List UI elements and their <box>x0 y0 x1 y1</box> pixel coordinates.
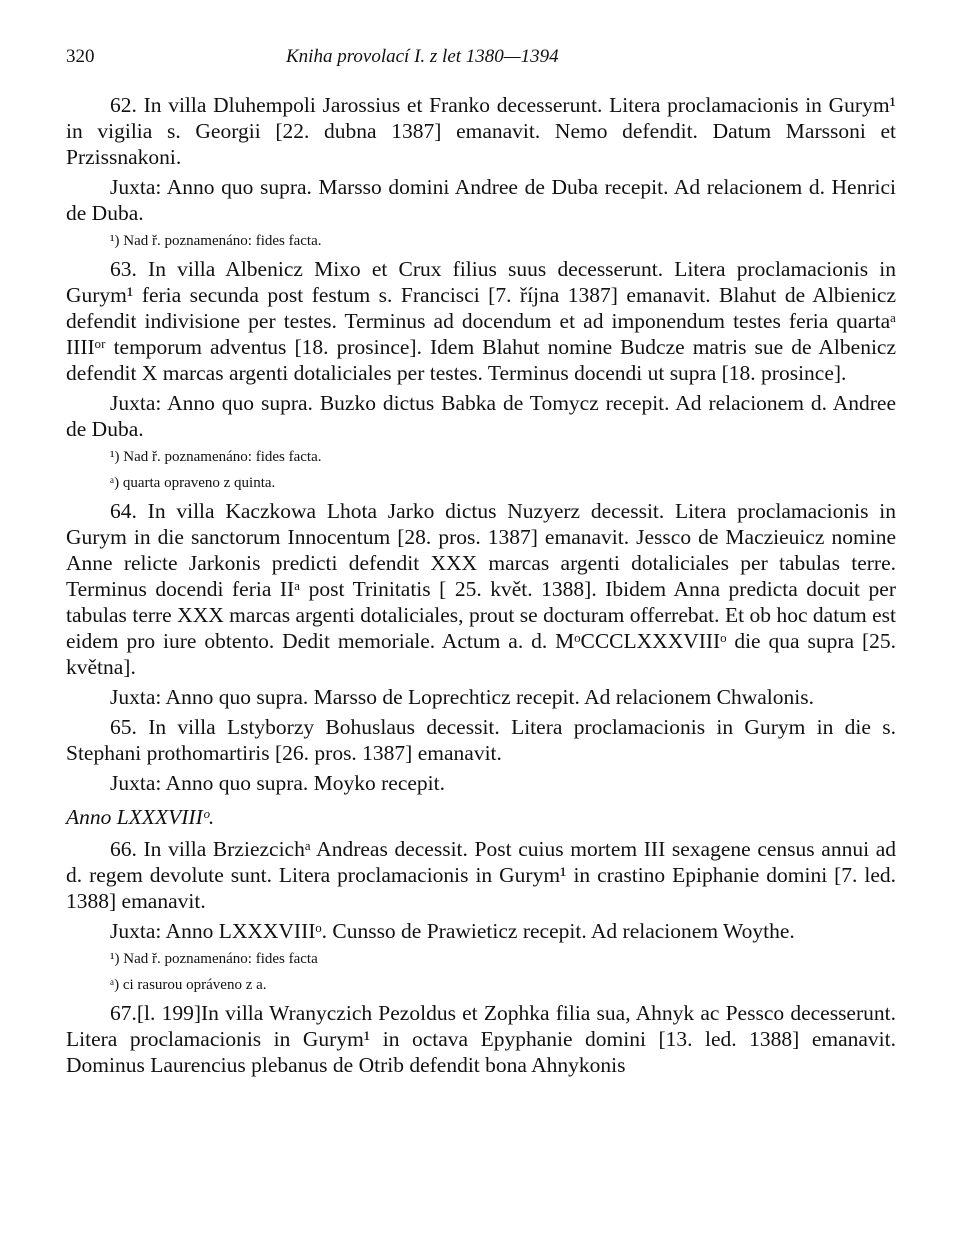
juxta-65: Juxta: Anno quo supra. Moyko recepit. <box>110 771 445 795</box>
document-body <box>66 92 896 1082</box>
footnote-66-1: ¹) Nad ř. poznamenáno: fides facta <box>110 951 318 967</box>
juxta-64: Juxta: Anno quo supra. Marsso de Loprechticz recepit. Ad relacionem Chwalonis. <box>110 685 814 709</box>
juxta-66: Juxta: Anno LXXXVIIIᵒ. Cunsso de Prawieticz recepit. Ad relacionem Woythe. <box>110 919 795 943</box>
page-number: 320 <box>66 46 95 67</box>
entry-63: 63. In villa Albenicz Mixo et Crux filius suus decesserunt. Litera proclamacionis in Gurym¹ feria secunda post festum s. Francisci [7. října 1387] emanavit. Blahut de Albienicz defendit indivisione per testes. Terminus ad docendum et ad imponendum testes feria quartaᵃ IIIIᵒʳ temporum adventus [18. prosince]. Idem Blahut nomine Budcze matris sue de Albenicz defendit X marcas argenti dotaliciales per testes. Terminus docendi ut supra [18. prosince]. <box>66 257 896 385</box>
footnote-66-a: ᵃ) ci rasurou opráveno z a. <box>110 977 267 993</box>
juxta-62: Juxta: Anno quo supra. Marsso domini Andree de Duba recepit. Ad relacionem d. Henrici de Duba. <box>66 175 896 225</box>
footnote-63-1: ¹) Nad ř. poznamenáno: fides facta. <box>110 449 322 465</box>
section-heading-anno: Anno LXXXVIIIᵒ. <box>66 805 215 829</box>
entry-64: 64. In villa Kaczkowa Lhota Jarko dictus Nuzyerz decessit. Litera proclamacionis in Gurym in die sanctorum Innocentum [28. pros. 1387] emanavit. Jessco de Maczieuicz nomine Anne relicte Jarkonis predicti defendit XXX marcas argenti dotaliciales per tabulas terre. Terminus docendi feria IIᵃ post Trinitatis [ 25. květ. 1388]. Ibidem Anna predicta docuit per tabulas terre XXX marcas argenti dotaliciales, prout se docturam offerrebat. Et ob hoc datum est eidem pro iure obtento. Dedit memoriale. Actum a. d. MᵒCCCLXXXVIIIᵒ die qua supra [25. května]. <box>66 499 896 679</box>
running-title: Kniha provolací I. z let 1380—1394 <box>286 46 559 67</box>
page-header <box>66 46 896 76</box>
juxta-63: Juxta: Anno quo supra. Buzko dictus Babka de Tomycz recepit. Ad relacionem d. Andree de Duba. <box>66 391 896 441</box>
entry-62: 62. In villa Dluhempoli Jarossius et Franko decesserunt. Litera proclamacionis in Gurym¹ in vigilia s. Georgii [22. dubna 1387] emanavit. Nemo defendit. Datum Marssoni et Przissnakoni. <box>66 93 896 169</box>
footnote-63-a: ᵃ) quarta opraveno z quinta. <box>110 475 276 491</box>
entry-65: 65. In villa Lstyborzy Bohuslaus decessit. Litera proclamacionis in Gurym in die s. Stephani prothomartiris [26. pros. 1387] emanavit. <box>66 715 896 765</box>
entry-66: 66. In villa Brziezcichᵃ Andreas decessit. Post cuius mortem III sexagene census annui ad d. regem devolute sunt. Litera proclamacionis in Gurym¹ in crastino Epiphanie domini [7. led. 1388] emanavit. <box>66 837 896 913</box>
footnote-62-1: ¹) Nad ř. poznamenáno: fides facta. <box>110 233 322 249</box>
entry-67: 67.[l. 199]In villa Wranyczich Pezoldus et Zophka filia sua, Ahnyk ac Pessco decesserunt. Litera proclamacionis in Gurym¹ in octava Epyphanie domini [13. led. 1388] emanavit. Dominus Laurencius plebanus de Otrib defendit bona Ahnykonis <box>66 1001 896 1077</box>
